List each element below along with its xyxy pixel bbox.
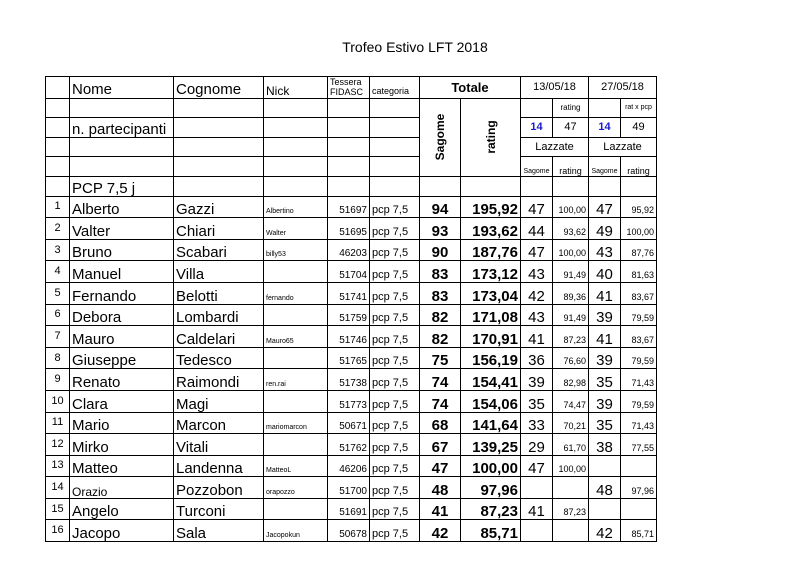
cell-nome: Mirko — [70, 434, 174, 456]
row-number: 12 — [46, 434, 70, 456]
cell-nick: Walter — [264, 218, 328, 240]
cell-categoria: pcp 7,5 — [370, 196, 420, 218]
cell-categoria: pcp 7,5 — [370, 455, 420, 477]
cell-nick: mariomarcon — [264, 412, 328, 434]
header-cognome: Cognome — [174, 77, 264, 99]
row-number: 6 — [46, 304, 70, 326]
cell-total-rating: 173,04 — [461, 282, 521, 304]
cell-categoria: pcp 7,5 — [370, 347, 420, 369]
group-label: PCP 7,5 j — [70, 176, 174, 196]
cell-round2-rating: 83,67 — [621, 282, 657, 304]
cell-nick — [264, 498, 328, 520]
cell-round1-rating: 100,00 — [553, 455, 589, 477]
cell-nome: Mario — [70, 412, 174, 434]
cell-total-rating: 173,12 — [461, 261, 521, 283]
cell-round1-sagome: 42 — [521, 282, 553, 304]
table-row — [46, 455, 657, 477]
cell-tessera: 46206 — [328, 455, 370, 477]
cell-tessera: 51765 — [328, 347, 370, 369]
cell-tessera: 51746 — [328, 326, 370, 348]
cell-round1-rating: 100,00 — [553, 196, 589, 218]
cell-round1-sagome: 35 — [521, 390, 553, 412]
cell-total-rating: 193,62 — [461, 218, 521, 240]
cell-round1-rating: 82,98 — [553, 369, 589, 391]
cell-round1-sagome: 43 — [521, 261, 553, 283]
cell-cognome: Sala — [174, 520, 264, 542]
cell-tessera: 50671 — [328, 412, 370, 434]
cell-round2-sagome: 41 — [589, 326, 621, 348]
cell-cognome: Belotti — [174, 282, 264, 304]
cell-categoria: pcp 7,5 — [370, 261, 420, 283]
cell-tessera: 51695 — [328, 218, 370, 240]
cell-total-rating: 154,41 — [461, 369, 521, 391]
cell-nick: MatteoL — [264, 455, 328, 477]
column-labels-row — [46, 157, 657, 177]
cell-total-sagome: 67 — [420, 434, 461, 456]
cell-round2-rating: 71,43 — [621, 412, 657, 434]
table-row — [46, 520, 657, 542]
cell-round2-rating — [621, 455, 657, 477]
cell-round2-rating: 79,59 — [621, 390, 657, 412]
cell-tessera: 51691 — [328, 498, 370, 520]
cell-categoria: pcp 7,5 — [370, 239, 420, 261]
cell-round2-sagome: 39 — [589, 304, 621, 326]
cell-total-rating: 139,25 — [461, 434, 521, 456]
cell-round2-rating: 87,76 — [621, 239, 657, 261]
cell-total-sagome: 82 — [420, 326, 461, 348]
table-row — [46, 282, 657, 304]
cell-cognome: Villa — [174, 261, 264, 283]
round1-location: Lazzate — [521, 137, 589, 157]
cell-round2-rating: 81,63 — [621, 261, 657, 283]
header-totale: Totale — [420, 77, 521, 99]
cell-categoria: pcp 7,5 — [370, 498, 420, 520]
cell-categoria: pcp 7,5 — [370, 326, 420, 348]
table-row — [46, 369, 657, 391]
cell-total-rating: 97,96 — [461, 477, 521, 499]
cell-tessera: 50678 — [328, 520, 370, 542]
cell-categoria: pcp 7,5 — [370, 412, 420, 434]
cell-nick — [264, 434, 328, 456]
header-round2-rating: rat x pcp — [621, 98, 657, 118]
header-rating: rating — [461, 98, 521, 176]
header-round1-rating: rating — [553, 98, 589, 118]
cell-cognome: Magi — [174, 390, 264, 412]
cell-cognome: Gazzi — [174, 196, 264, 218]
round1-sagome-count: 14 — [521, 118, 553, 138]
cell-cognome: Turconi — [174, 498, 264, 520]
cell-round2-sagome: 42 — [589, 520, 621, 542]
header-round1-date: 13/05/18 — [521, 77, 589, 99]
cell-nome: Debora — [70, 304, 174, 326]
cell-round2-rating: 97,96 — [621, 477, 657, 499]
cell-total-sagome: 42 — [420, 520, 461, 542]
cell-round1-rating: 87,23 — [553, 326, 589, 348]
row-number: 5 — [46, 282, 70, 304]
round1-partecipanti: 47 — [553, 118, 589, 138]
row-number: 2 — [46, 218, 70, 240]
cell-round1-sagome: 44 — [521, 218, 553, 240]
header-round2-date: 27/05/18 — [589, 77, 657, 99]
cell-round2-rating: 95,92 — [621, 196, 657, 218]
cell-categoria: pcp 7,5 — [370, 477, 420, 499]
subheader-row — [46, 98, 657, 118]
cell-total-rating: 170,91 — [461, 326, 521, 348]
cell-round2-rating: 83,67 — [621, 326, 657, 348]
cell-total-sagome: 74 — [420, 390, 461, 412]
cell-round1-sagome: 39 — [521, 369, 553, 391]
cell-round2-sagome: 38 — [589, 434, 621, 456]
cell-cognome: Landenna — [174, 455, 264, 477]
table-row — [46, 412, 657, 434]
table-row — [46, 498, 657, 520]
cell-total-sagome: 83 — [420, 261, 461, 283]
cell-round1-rating: 76,60 — [553, 347, 589, 369]
partecipanti-label: n. partecipanti — [70, 118, 174, 138]
cell-total-sagome: 82 — [420, 304, 461, 326]
cell-round1-sagome: 41 — [521, 326, 553, 348]
cell-nome: Valter — [70, 218, 174, 240]
cell-nome: Alberto — [70, 196, 174, 218]
header-categoria: categoria — [370, 77, 420, 99]
cell-tessera: 51759 — [328, 304, 370, 326]
row-number: 4 — [46, 261, 70, 283]
header-nick: Nick — [264, 77, 328, 99]
cell-round2-sagome: 43 — [589, 239, 621, 261]
row-number: 1 — [46, 196, 70, 218]
cell-round1-sagome: 36 — [521, 347, 553, 369]
row-number: 11 — [46, 412, 70, 434]
header-tessera: Tessera FIDASC — [328, 77, 370, 99]
cell-round1-sagome: 47 — [521, 239, 553, 261]
cell-cognome: Lombardi — [174, 304, 264, 326]
location-row — [46, 137, 657, 157]
row-number: 8 — [46, 347, 70, 369]
table-row — [46, 261, 657, 283]
cell-cognome: Pozzobon — [174, 477, 264, 499]
cell-round2-rating: 100,00 — [621, 218, 657, 240]
cell-nick: Albertino — [264, 196, 328, 218]
table-row — [46, 196, 657, 218]
header-row — [46, 77, 657, 99]
cell-total-rating: 156,19 — [461, 347, 521, 369]
round1-col-sagome: Sagome — [521, 157, 553, 177]
cell-nome: Angelo — [70, 498, 174, 520]
cell-categoria: pcp 7,5 — [370, 282, 420, 304]
cell-total-rating: 85,71 — [461, 520, 521, 542]
round2-col-sagome: Sagome — [589, 157, 621, 177]
cell-nick: fernando — [264, 282, 328, 304]
cell-total-sagome: 41 — [420, 498, 461, 520]
cell-round1-sagome: 47 — [521, 196, 553, 218]
ranking-table — [45, 76, 657, 542]
cell-round1-sagome: 43 — [521, 304, 553, 326]
cell-round2-sagome: 35 — [589, 412, 621, 434]
cell-total-sagome: 68 — [420, 412, 461, 434]
cell-round2-rating: 79,59 — [621, 347, 657, 369]
cell-nick: billy53 — [264, 239, 328, 261]
cell-total-rating: 171,08 — [461, 304, 521, 326]
cell-round1-rating — [553, 477, 589, 499]
cell-total-rating: 154,06 — [461, 390, 521, 412]
cell-round2-sagome: 47 — [589, 196, 621, 218]
cell-round1-rating — [553, 520, 589, 542]
cell-round2-rating: 77,55 — [621, 434, 657, 456]
cell-cognome: Marcon — [174, 412, 264, 434]
cell-total-sagome: 48 — [420, 477, 461, 499]
cell-nome: Giuseppe — [70, 347, 174, 369]
cell-round2-sagome: 40 — [589, 261, 621, 283]
cell-round1-rating: 70,21 — [553, 412, 589, 434]
row-number: 16 — [46, 520, 70, 542]
round2-col-rating: rating — [621, 157, 657, 177]
cell-round1-sagome: 29 — [521, 434, 553, 456]
cell-cognome: Caldelari — [174, 326, 264, 348]
cell-nick: orapozzo — [264, 477, 328, 499]
cell-round1-sagome: 47 — [521, 455, 553, 477]
cell-round1-rating: 91,49 — [553, 304, 589, 326]
cell-categoria: pcp 7,5 — [370, 218, 420, 240]
cell-tessera: 51738 — [328, 369, 370, 391]
cell-total-sagome: 93 — [420, 218, 461, 240]
cell-round1-rating: 100,00 — [553, 239, 589, 261]
cell-nome: Mauro — [70, 326, 174, 348]
cell-nick — [264, 347, 328, 369]
table-row — [46, 434, 657, 456]
cell-total-sagome: 90 — [420, 239, 461, 261]
cell-categoria: pcp 7,5 — [370, 390, 420, 412]
cell-tessera: 51697 — [328, 196, 370, 218]
cell-round2-sagome — [589, 455, 621, 477]
cell-round1-rating: 61,70 — [553, 434, 589, 456]
cell-round1-rating: 74,47 — [553, 390, 589, 412]
cell-round1-sagome — [521, 520, 553, 542]
cell-nick — [264, 261, 328, 283]
table-row — [46, 477, 657, 499]
cell-round1-sagome: 33 — [521, 412, 553, 434]
cell-round1-rating: 87,23 — [553, 498, 589, 520]
cell-total-rating: 195,92 — [461, 196, 521, 218]
round2-sagome-count: 14 — [589, 118, 621, 138]
cell-cognome: Scabari — [174, 239, 264, 261]
cell-round1-rating: 91,49 — [553, 261, 589, 283]
cell-tessera: 51741 — [328, 282, 370, 304]
row-number: 3 — [46, 239, 70, 261]
partecipanti-row — [46, 118, 657, 138]
row-number: 13 — [46, 455, 70, 477]
cell-cognome: Chiari — [174, 218, 264, 240]
cell-nick — [264, 304, 328, 326]
document-title: Trofeo Estivo LFT 2018 — [342, 39, 488, 55]
cell-tessera: 51700 — [328, 477, 370, 499]
row-number: 14 — [46, 477, 70, 499]
row-number: 10 — [46, 390, 70, 412]
cell-round2-rating: 85,71 — [621, 520, 657, 542]
cell-cognome: Raimondi — [174, 369, 264, 391]
cell-cognome: Vitali — [174, 434, 264, 456]
cell-round2-sagome: 48 — [589, 477, 621, 499]
header-nome: Nome — [70, 77, 174, 99]
cell-round2-sagome: 39 — [589, 347, 621, 369]
round2-location: Lazzate — [589, 137, 657, 157]
cell-round2-rating — [621, 498, 657, 520]
cell-total-sagome: 47 — [420, 455, 461, 477]
table-row — [46, 347, 657, 369]
cell-cognome: Tedesco — [174, 347, 264, 369]
cell-nick: Jacopokun — [264, 520, 328, 542]
cell-round1-rating: 89,36 — [553, 282, 589, 304]
cell-categoria: pcp 7,5 — [370, 520, 420, 542]
cell-round1-rating: 93,62 — [553, 218, 589, 240]
cell-total-rating: 100,00 — [461, 455, 521, 477]
row-number: 7 — [46, 326, 70, 348]
cell-round2-sagome: 35 — [589, 369, 621, 391]
row-number: 9 — [46, 369, 70, 391]
cell-nome: Manuel — [70, 261, 174, 283]
cell-tessera: 51762 — [328, 434, 370, 456]
cell-tessera: 46203 — [328, 239, 370, 261]
table-row — [46, 390, 657, 412]
round2-partecipanti: 49 — [621, 118, 657, 138]
cell-nome: Matteo — [70, 455, 174, 477]
round1-col-rating: rating — [553, 157, 589, 177]
cell-nome: Clara — [70, 390, 174, 412]
table-row — [46, 239, 657, 261]
cell-total-sagome: 94 — [420, 196, 461, 218]
cell-nome: Orazio — [70, 477, 174, 499]
cell-round2-sagome: 49 — [589, 218, 621, 240]
cell-total-rating: 187,76 — [461, 239, 521, 261]
cell-nome: Fernando — [70, 282, 174, 304]
table-row — [46, 218, 657, 240]
cell-total-sagome: 75 — [420, 347, 461, 369]
cell-total-rating: 87,23 — [461, 498, 521, 520]
table-row — [46, 304, 657, 326]
cell-nick — [264, 390, 328, 412]
cell-nome: Renato — [70, 369, 174, 391]
cell-round1-sagome: 41 — [521, 498, 553, 520]
cell-total-sagome: 74 — [420, 369, 461, 391]
cell-total-rating: 141,64 — [461, 412, 521, 434]
cell-tessera: 51773 — [328, 390, 370, 412]
cell-nick: Mauro65 — [264, 326, 328, 348]
cell-round2-sagome — [589, 498, 621, 520]
cell-round2-sagome: 41 — [589, 282, 621, 304]
cell-categoria: pcp 7,5 — [370, 304, 420, 326]
cell-categoria: pcp 7,5 — [370, 369, 420, 391]
cell-round2-rating: 79,59 — [621, 304, 657, 326]
cell-categoria: pcp 7,5 — [370, 434, 420, 456]
cell-nome: Jacopo — [70, 520, 174, 542]
cell-nome: Bruno — [70, 239, 174, 261]
cell-tessera: 51704 — [328, 261, 370, 283]
cell-round2-sagome: 39 — [589, 390, 621, 412]
table-row — [46, 326, 657, 348]
cell-round2-rating: 71,43 — [621, 369, 657, 391]
cell-nick: ren.rai — [264, 369, 328, 391]
header-sagome: Sagome — [420, 98, 461, 176]
cell-total-sagome: 83 — [420, 282, 461, 304]
group-row — [46, 176, 657, 196]
cell-round1-sagome — [521, 477, 553, 499]
row-number: 15 — [46, 498, 70, 520]
